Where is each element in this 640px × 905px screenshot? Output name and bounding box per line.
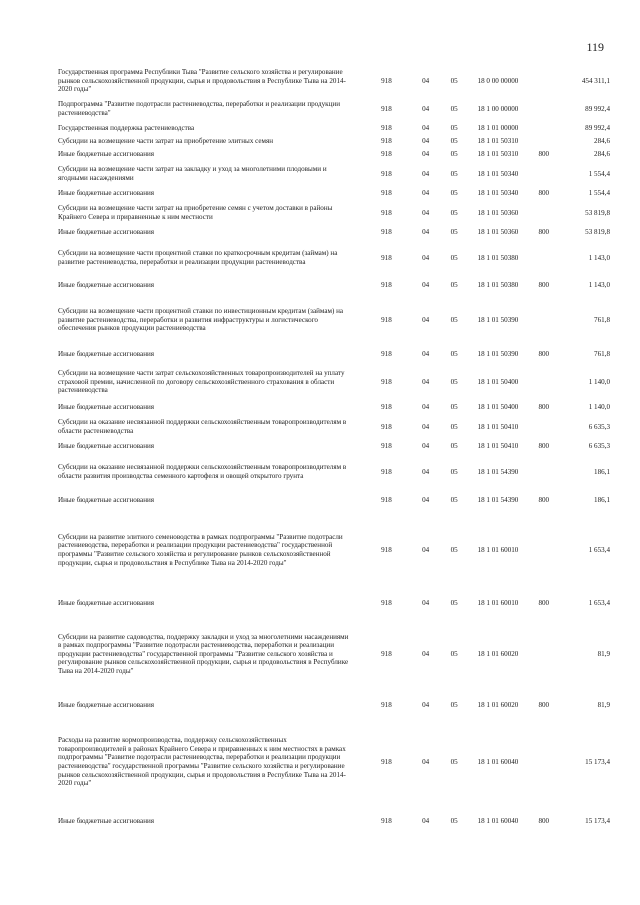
row-expense-type: 800 [538, 700, 550, 709]
row-subsection: 05 [450, 649, 458, 658]
row-expense-type: 800 [538, 496, 550, 505]
row-grbs: 918 [381, 253, 392, 262]
row-grbs: 918 [381, 377, 392, 386]
row-section: 04 [422, 496, 430, 505]
table-row [58, 294, 610, 346]
row-name: Иные бюджетные ассигнования [58, 403, 155, 412]
row-name: Субсидии на оказание несвязанной поддержки сельскохозяйственным товаропроизводителям в области развития производства семенного картофеля и овощей открытого грунта [58, 463, 347, 480]
row-expense-type: 800 [538, 150, 550, 159]
row-amount: 761,8 [594, 315, 610, 324]
row-section: 04 [422, 150, 430, 159]
row-amount: 15 173,4 [585, 816, 610, 825]
row-expense-type [530, 718, 559, 806]
row-name: Иные бюджетные ассигнования [58, 350, 155, 359]
row-section: 04 [422, 281, 430, 290]
row-expense-type [530, 414, 559, 440]
row-subsection: 05 [450, 598, 458, 607]
row-grbs: 918 [381, 545, 392, 554]
row-name: Иные бюджетные ассигнования [58, 189, 155, 198]
table-row [58, 346, 610, 363]
row-grbs: 918 [381, 124, 392, 133]
row-amount: 81,9 [597, 649, 610, 658]
table-row [58, 226, 610, 239]
row-amount: 15 173,4 [585, 757, 610, 766]
row-grbs: 918 [381, 649, 392, 658]
row-section: 04 [422, 467, 430, 476]
row-expense-type: 800 [538, 281, 550, 290]
row-section: 04 [422, 700, 430, 709]
row-section: 04 [422, 104, 430, 113]
row-grbs: 918 [381, 137, 392, 146]
row-section: 04 [422, 315, 430, 324]
row-section: 04 [422, 228, 430, 237]
row-section: 04 [422, 442, 430, 451]
table-row [58, 122, 610, 135]
row-name: Иные бюджетные ассигнования [58, 228, 155, 237]
row-target-article: 18 1 01 00000 [477, 124, 519, 133]
row-grbs: 918 [381, 700, 392, 709]
table-row [58, 491, 610, 510]
row-amount: 89 992,4 [585, 104, 610, 113]
row-section: 04 [422, 169, 430, 178]
table-row [58, 692, 610, 718]
row-subsection: 05 [450, 757, 458, 766]
row-amount: 1 143,0 [588, 253, 610, 262]
row-subsection: 05 [450, 350, 458, 359]
row-expense-type: 800 [538, 442, 550, 451]
table-row [58, 148, 610, 161]
row-amount: 81,9 [597, 700, 610, 709]
row-subsection: 05 [450, 189, 458, 198]
row-amount: 53 819,8 [585, 208, 610, 217]
row-subsection: 05 [450, 700, 458, 709]
row-target-article: 18 1 01 50400 [477, 403, 519, 412]
row-expense-type: 800 [538, 350, 550, 359]
row-subsection: 05 [450, 208, 458, 217]
row-target-article: 18 1 01 50390 [477, 350, 519, 359]
row-section: 04 [422, 208, 430, 217]
row-name: Субсидии на возмещение части затрат на приобретение семян с учетом доставки в районы Крайнего Севера и приравненные к ним местности [58, 204, 333, 221]
row-grbs: 918 [381, 403, 392, 412]
row-grbs: 918 [381, 76, 392, 85]
row-amount: 53 819,8 [585, 228, 610, 237]
row-grbs: 918 [381, 467, 392, 476]
row-target-article: 18 1 01 50380 [477, 253, 519, 262]
row-expense-type [530, 122, 559, 135]
row-expense-type: 800 [538, 189, 550, 198]
row-name: Расходы на развитие кормопроизводства, поддержку сельскохозяйственных товаропроизводителей в районах Крайнего Севера и приравненных к ним местностях в рамках подпрограммы "Развитие подотрасли растениеводства, переработки и реализации продукции растениеводства" государственной программы "Развитие сельского хозяйства и регулирование рынков сельскохозяйственной продукции, сырья и продовольствия в Республике Тыва на 2014-2020 годы" [58, 736, 346, 788]
row-target-article: 18 1 01 50360 [477, 228, 519, 237]
row-subsection: 05 [450, 104, 458, 113]
row-target-article: 18 1 01 60010 [477, 598, 519, 607]
row-amount: 1 653,4 [588, 545, 610, 554]
row-section: 04 [422, 350, 430, 359]
row-name: Иные бюджетные ассигнования [58, 281, 155, 290]
row-grbs: 918 [381, 598, 392, 607]
row-amount: 284,6 [594, 150, 610, 159]
row-name: Иные бюджетные ассигнования [58, 816, 155, 825]
row-target-article: 18 1 01 50380 [477, 281, 519, 290]
row-amount: 1 653,4 [588, 598, 610, 607]
row-section: 04 [422, 189, 430, 198]
row-subsection: 05 [450, 169, 458, 178]
table-row [58, 401, 610, 414]
row-name: Государственная программа Республики Тыва "Развитие сельского хозяйства и регулирование рынков сельскохозяйственной продукции, сырья и продовольствия в Республике Тыва на 2014-2020 годы" [58, 68, 346, 94]
row-amount: 1 143,0 [588, 281, 610, 290]
row-section: 04 [422, 403, 430, 412]
row-expense-type: 800 [538, 403, 550, 412]
table-row [58, 66, 610, 96]
row-expense-type [530, 294, 559, 346]
row-grbs: 918 [381, 104, 392, 113]
row-amount: 1 140,0 [588, 403, 610, 412]
row-name: Государственная поддержка растениеводства [58, 124, 195, 133]
row-section: 04 [422, 377, 430, 386]
table-row [58, 363, 610, 401]
row-grbs: 918 [381, 150, 392, 159]
row-name: Субсидии на возмещение части процентной ставки по инвестиционным кредитам (займам) на развитие растениеводства, переработки и развития инфраструктуры и логистического обеспечения рынков продукции растениеводства [58, 307, 344, 333]
row-target-article: 18 1 01 60020 [477, 700, 519, 709]
row-amount: 1 140,0 [588, 377, 610, 386]
row-subsection: 05 [450, 545, 458, 554]
table-row [58, 440, 610, 453]
row-expense-type [530, 510, 559, 590]
row-subsection: 05 [450, 137, 458, 146]
row-name: Субсидии на развитие садоводства, поддержку закладки и уход за многолетними насаждениями в рамках подпрограммы "Развитие подотрасли растениеводства, переработки и реализации продукции растениеводства" государственной программы "Развитие сельского хозяйства и регулирование рынков сельскохозяйственной продукции, сырья и продовольствия в Республике Тыва на 2014-2020 годы" [58, 632, 349, 675]
table-row [58, 187, 610, 200]
row-section: 04 [422, 816, 430, 825]
row-subsection: 05 [450, 76, 458, 85]
row-amount: 454 311,1 [581, 76, 610, 85]
row-subsection: 05 [450, 315, 458, 324]
row-subsection: 05 [450, 422, 458, 431]
row-section: 04 [422, 124, 430, 133]
row-grbs: 918 [381, 350, 392, 359]
row-target-article: 18 1 01 50340 [477, 189, 519, 198]
row-target-article: 18 1 01 60040 [477, 757, 519, 766]
row-target-article: 18 1 01 60040 [477, 816, 519, 825]
row-name: Субсидии на оказание несвязанной поддержки сельскохозяйственным товаропроизводителям в области растениеводства [58, 418, 347, 435]
row-section: 04 [422, 422, 430, 431]
table-row [58, 718, 610, 806]
row-subsection: 05 [450, 150, 458, 159]
row-expense-type: 800 [538, 598, 550, 607]
row-target-article: 18 1 01 50340 [477, 169, 519, 178]
row-subsection: 05 [450, 253, 458, 262]
row-name: Субсидии на развитие элитного семеноводства в рамках подпрограммы "Развитие подотрасли растениеводства, переработки и реализации продукции растениеводства" государственной программы "Развитие сельского хозяйства и регулирование рынков сельскохозяйственной продукции, сырья и продовольствия в Республике Тыва на 2014-2020 годы" [58, 532, 343, 567]
row-section: 04 [422, 649, 430, 658]
table-row [58, 616, 610, 692]
row-grbs: 918 [381, 442, 392, 451]
row-name: Субсидии на возмещение части затрат на приобретение элитных семян [58, 137, 274, 146]
row-name: Иные бюджетные ассигнования [58, 598, 155, 607]
row-amount: 1 554,4 [588, 189, 610, 198]
row-subsection: 05 [450, 281, 458, 290]
row-expense-type [530, 239, 559, 277]
row-amount: 284,6 [594, 137, 610, 146]
row-section: 04 [422, 137, 430, 146]
row-section: 04 [422, 253, 430, 262]
row-grbs: 918 [381, 757, 392, 766]
row-amount: 6 635,3 [588, 422, 610, 431]
table-body [58, 66, 610, 836]
row-grbs: 918 [381, 281, 392, 290]
row-grbs: 918 [381, 208, 392, 217]
row-expense-type [530, 200, 559, 226]
row-target-article: 18 1 01 50400 [477, 377, 519, 386]
row-target-article: 18 1 01 50410 [477, 442, 519, 451]
row-grbs: 918 [381, 189, 392, 198]
row-name: Субсидии на возмещение части процентной ставки по краткосрочным кредитам (займам) на развитие растениеводства, переработки и реализации продукции растениеводства [58, 249, 338, 266]
row-target-article: 18 1 01 54390 [477, 496, 519, 505]
row-target-article: 18 1 01 54390 [477, 467, 519, 476]
row-subsection: 05 [450, 124, 458, 133]
table-row [58, 161, 610, 187]
table-row [58, 277, 610, 294]
row-section: 04 [422, 757, 430, 766]
row-expense-type [530, 96, 559, 122]
row-expense-type [530, 616, 559, 692]
row-target-article: 18 1 01 50360 [477, 208, 519, 217]
row-amount: 89 992,4 [585, 124, 610, 133]
table-row [58, 590, 610, 616]
row-expense-type [530, 161, 559, 187]
row-name: Иные бюджетные ассигнования [58, 442, 155, 451]
table-row [58, 135, 610, 148]
row-section: 04 [422, 76, 430, 85]
row-section: 04 [422, 545, 430, 554]
row-amount: 6 635,3 [588, 442, 610, 451]
row-expense-type [530, 453, 559, 491]
row-name: Субсидии на возмещение части затрат на закладку и уход за многолетними плодовыми и ягодными насаждениями [58, 165, 327, 182]
table-row [58, 806, 610, 836]
row-subsection: 05 [450, 442, 458, 451]
row-grbs: 918 [381, 169, 392, 178]
row-subsection: 05 [450, 816, 458, 825]
row-amount: 186,1 [594, 467, 610, 476]
row-expense-type [530, 363, 559, 401]
row-expense-type: 800 [538, 228, 550, 237]
table-row [58, 414, 610, 440]
row-grbs: 918 [381, 496, 392, 505]
table-row [58, 453, 610, 491]
row-subsection: 05 [450, 467, 458, 476]
row-subsection: 05 [450, 496, 458, 505]
row-expense-type [530, 66, 559, 96]
row-expense-type: 800 [538, 816, 550, 825]
row-name: Иные бюджетные ассигнования [58, 496, 155, 505]
row-amount: 1 554,4 [588, 169, 610, 178]
budget-allocation-table [58, 66, 610, 836]
row-target-article: 18 1 01 50310 [477, 150, 519, 159]
row-subsection: 05 [450, 403, 458, 412]
row-grbs: 918 [381, 816, 392, 825]
row-target-article: 18 1 01 50310 [477, 137, 519, 146]
row-target-article: 18 1 01 50410 [477, 422, 519, 431]
row-target-article: 18 1 01 60020 [477, 649, 519, 658]
row-target-article: 18 0 00 00000 [477, 76, 519, 85]
row-subsection: 05 [450, 377, 458, 386]
row-name: Иные бюджетные ассигнования [58, 700, 155, 709]
row-target-article: 18 1 01 50390 [477, 315, 519, 324]
row-name: Субсидии на возмещение части затрат сельскохозяйственных товаропроизводителей на уплату страховой премии, начисленной по договору сельскохозяйственного страхования в области растениеводства [58, 369, 345, 395]
row-target-article: 18 1 01 60010 [477, 545, 519, 554]
table-row [58, 239, 610, 277]
table-row [58, 510, 610, 590]
row-grbs: 918 [381, 228, 392, 237]
row-target-article: 18 1 00 00000 [477, 104, 519, 113]
row-name: Иные бюджетные ассигнования [58, 150, 155, 159]
row-amount: 186,1 [594, 496, 610, 505]
row-grbs: 918 [381, 422, 392, 431]
row-expense-type [530, 135, 559, 148]
row-subsection: 05 [450, 228, 458, 237]
table-row [58, 200, 610, 226]
row-grbs: 918 [381, 315, 392, 324]
page-number: 119 [586, 40, 604, 54]
table-row [58, 96, 610, 122]
row-section: 04 [422, 598, 430, 607]
row-amount: 761,8 [594, 350, 610, 359]
row-name: Подпрограмма "Развитие подотрасли растениеводства, переработки и реализации продукции растениеводства" [58, 100, 341, 117]
